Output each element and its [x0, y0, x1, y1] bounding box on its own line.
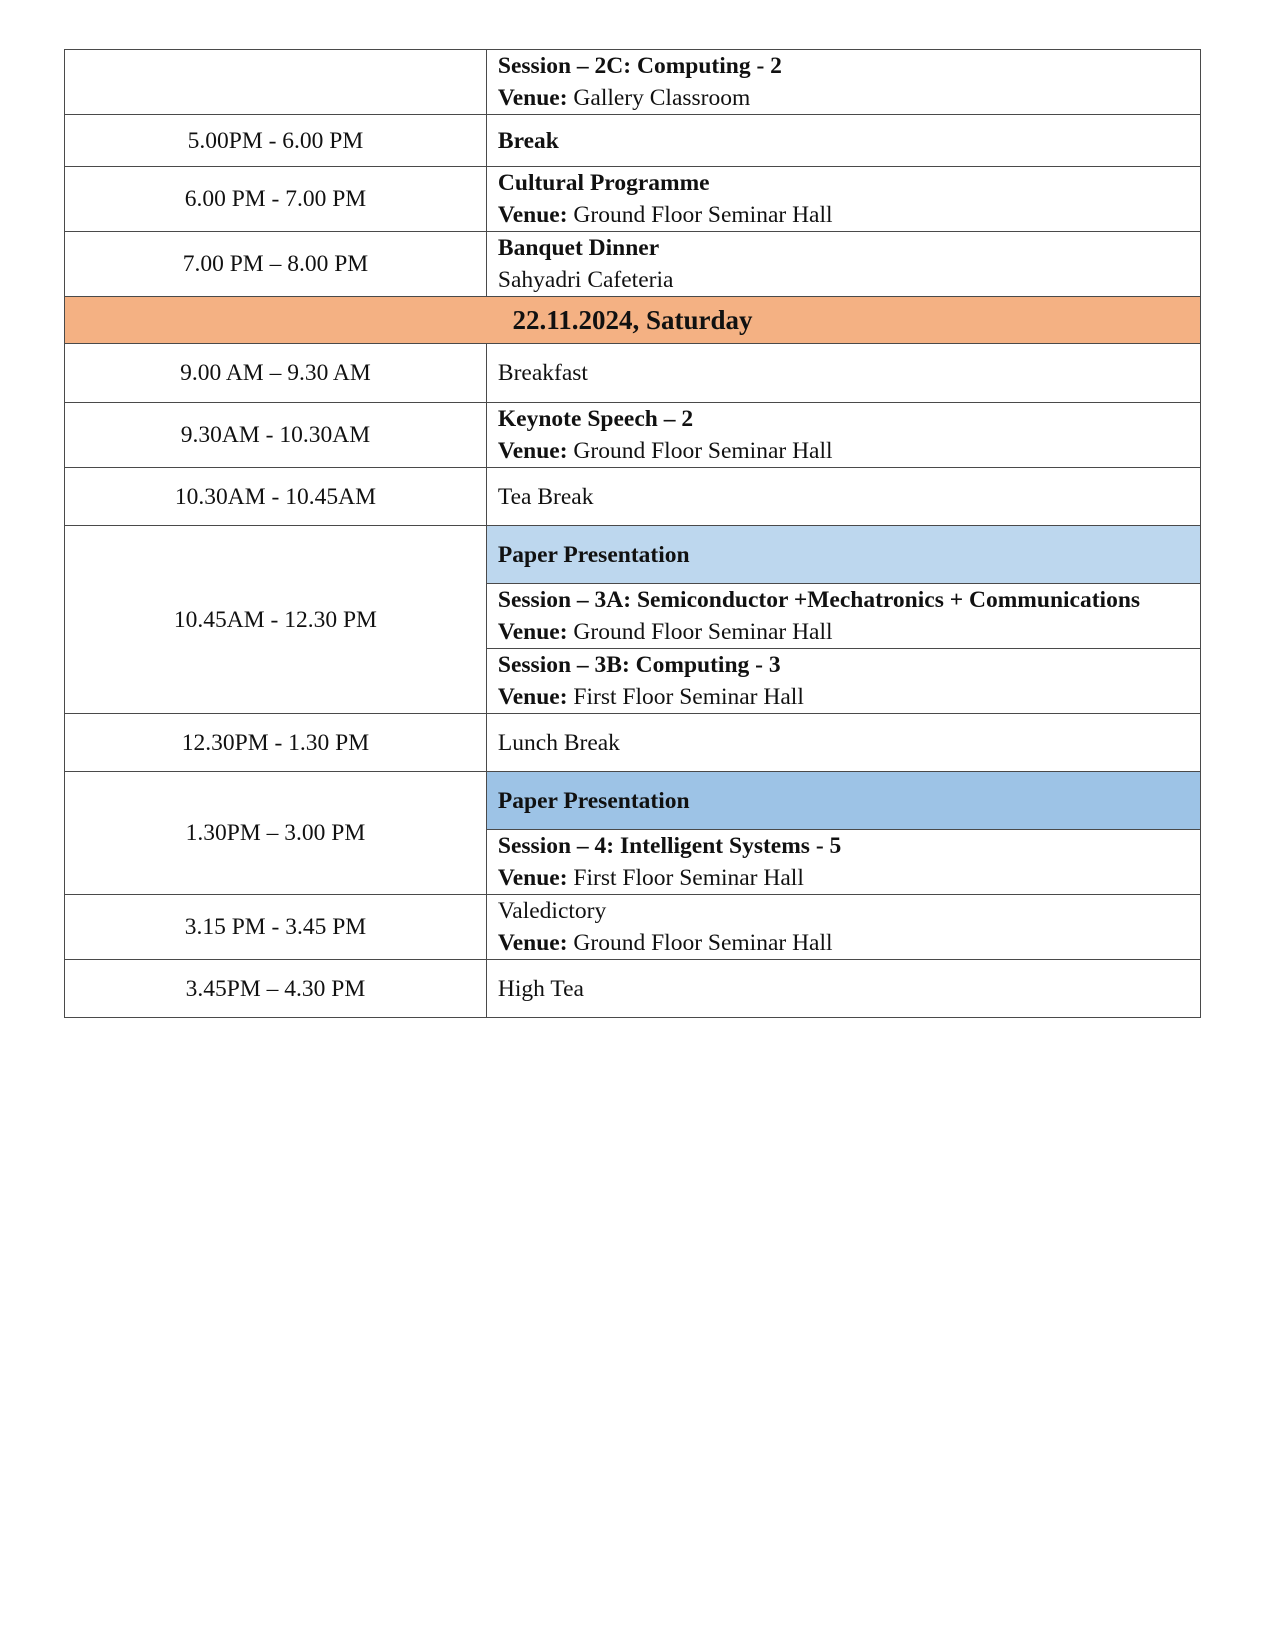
venue-line — [498, 862, 1200, 894]
venue-name: Ground Floor Seminar Hall — [567, 619, 833, 645]
venue-label: Venue: — [497, 865, 568, 891]
venue-label: Venue: — [497, 438, 568, 464]
time-cell: 3.45PM – 4.30 PM — [65, 960, 487, 1018]
venue-label: Venue: — [497, 202, 568, 228]
venue-name: Ground Floor Seminar Hall — [567, 438, 833, 464]
session-title: Session – 3B: Computing - 3 — [497, 652, 781, 678]
event-title: Keynote Speech – 2 — [497, 406, 694, 432]
time-cell: 10.30AM - 10.45AM — [65, 468, 487, 526]
date-header-row — [65, 297, 1201, 344]
paper-presentation-header: Paper Presentation — [486, 772, 1200, 830]
venue-name: Ground Floor Seminar Hall — [567, 202, 833, 228]
venue-name: Ground Floor Seminar Hall — [567, 930, 833, 956]
time-cell: 6.00 PM - 7.00 PM — [65, 167, 487, 232]
event-cell — [486, 584, 1200, 649]
event-title: Banquet Dinner — [497, 235, 660, 261]
time-cell: 12.30PM - 1.30 PM — [65, 714, 487, 772]
table-row — [65, 115, 1201, 167]
venue-line — [498, 616, 1200, 648]
table-row — [65, 468, 1201, 526]
table-row — [65, 232, 1201, 297]
event-cell: Tea Break — [486, 468, 1200, 526]
session-title: Session – 2C: Computing - 2 — [497, 53, 782, 79]
session-title: Session – 3A: Semiconductor +Mechatronics + Communications — [497, 587, 1141, 613]
table-row — [65, 403, 1201, 468]
time-cell: 9.00 AM – 9.30 AM — [65, 344, 487, 403]
event-title: Valedictory — [497, 898, 607, 924]
event-cell — [486, 232, 1200, 297]
venue-label: Venue: — [497, 930, 568, 956]
date-header: 22.11.2024, Saturday — [65, 297, 1201, 344]
venue-line — [498, 435, 1200, 467]
venue-name: Sahyadri Cafeteria — [497, 267, 674, 293]
time-cell: 10.45AM - 12.30 PM — [65, 526, 487, 714]
event-cell — [486, 830, 1200, 895]
time-cell: 3.15 PM - 3.45 PM — [65, 895, 487, 960]
venue-line — [498, 927, 1200, 959]
event-cell — [486, 167, 1200, 232]
venue-label: Venue: — [497, 85, 568, 111]
event-cell: Break — [486, 115, 1200, 167]
time-cell: 9.30AM - 10.30AM — [65, 403, 487, 468]
table-row — [65, 714, 1201, 772]
session-title: Session – 4: Intelligent Systems - 5 — [497, 833, 842, 859]
venue-name: Gallery Classroom — [567, 85, 751, 111]
event-cell — [486, 649, 1200, 714]
event-cell — [486, 895, 1200, 960]
table-row — [65, 960, 1201, 1018]
event-title: Cultural Programme — [497, 170, 710, 196]
time-cell: 1.30PM – 3.00 PM — [65, 772, 487, 895]
paper-presentation-header: Paper Presentation — [486, 526, 1200, 584]
schedule-table — [64, 49, 1201, 1018]
table-row — [65, 344, 1201, 403]
venue-label: Venue: — [497, 619, 568, 645]
venue-name: First Floor Seminar Hall — [567, 684, 804, 710]
venue-name: First Floor Seminar Hall — [567, 865, 804, 891]
table-row — [65, 526, 1201, 584]
venue-line — [498, 681, 1200, 713]
event-cell — [486, 403, 1200, 468]
time-cell: 5.00PM - 6.00 PM — [65, 115, 487, 167]
venue-line — [498, 82, 1200, 114]
table-row — [65, 895, 1201, 960]
table-row — [65, 167, 1201, 232]
venue-label: Venue: — [497, 684, 568, 710]
event-cell — [486, 50, 1200, 115]
venue-line — [498, 199, 1200, 231]
table-row — [65, 772, 1201, 830]
event-cell: Lunch Break — [486, 714, 1200, 772]
time-cell: 7.00 PM – 8.00 PM — [65, 232, 487, 297]
time-cell — [65, 50, 487, 115]
event-cell: High Tea — [486, 960, 1200, 1018]
table-row — [65, 50, 1201, 115]
event-cell: Breakfast — [486, 344, 1200, 403]
